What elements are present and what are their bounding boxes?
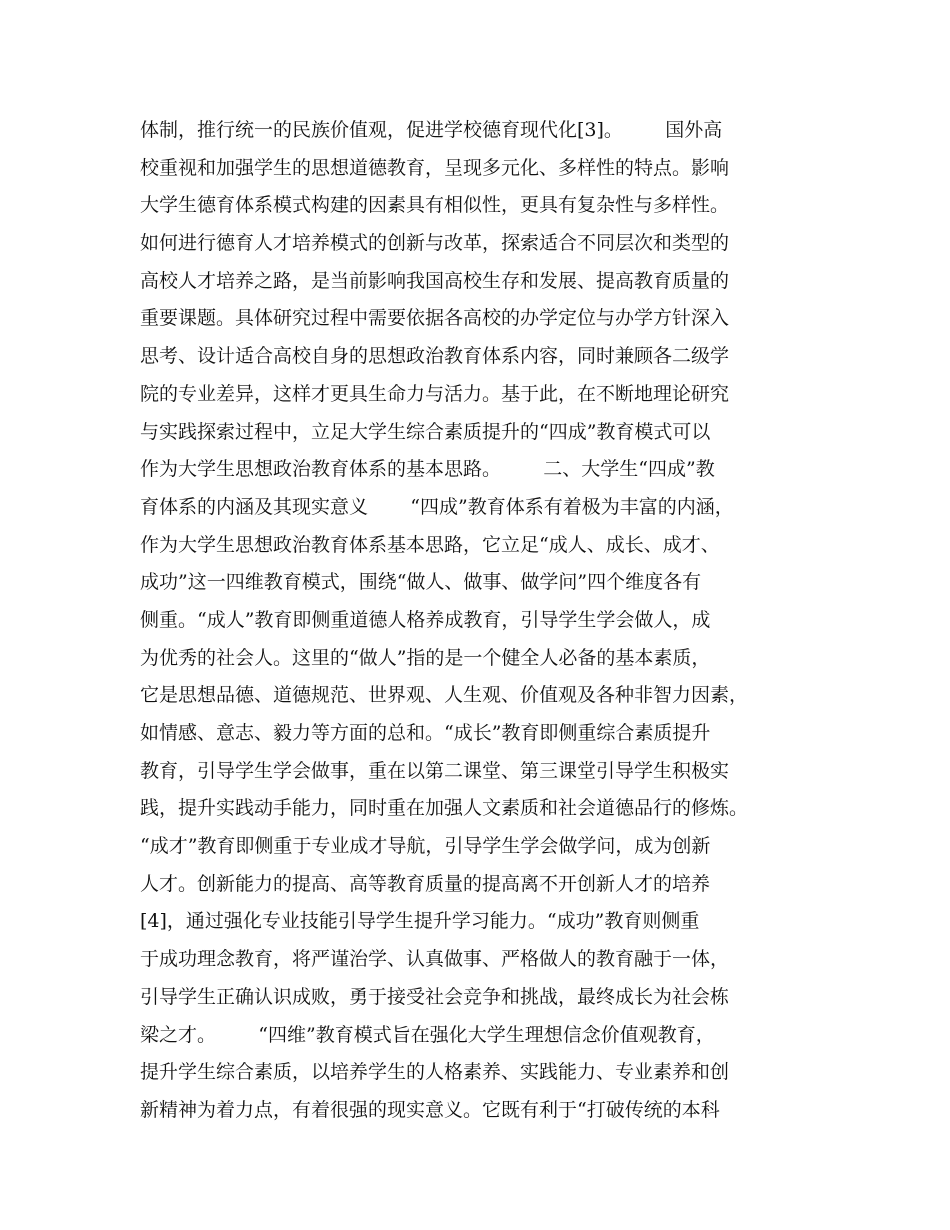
text-line: 大学生德育体系模式构建的因素具有相似性，更具有复杂性与多样性。	[140, 194, 730, 217]
text-line: 教育，引导学生学会做事，重在以第二课堂、第三课堂引导学生积极实	[140, 759, 730, 782]
text-line: 人才。创新能力的提高、高等教育质量的提高离不开创新人才的培养	[140, 872, 711, 895]
text-line: 为优秀的社会人。这里的“做人”指的是一个健全人必备的基本素质，	[140, 646, 711, 669]
text-line: 引导学生正确认识成败，勇于接受社会竞争和挑战，最终成长为社会栋	[140, 985, 730, 1008]
text-line: 如情感、意志、毅力等方面的总和。“成长”教育即侧重综合素质提升	[140, 722, 711, 744]
text-line: 院的专业差异，这样才更具生命力与活力。基于此，在不断地理论研究	[140, 382, 730, 405]
text-line: 校重视和加强学生的思想道德教育，呈现多元化、多样性的特点。影响	[140, 156, 730, 179]
text-line: 高校人才培养之路，是当前影响我国高校生存和发展、提高教育质量的	[140, 269, 730, 292]
text-line: 重要课题。具体研究过程中需要依据各高校的办学定位与办学方针深入	[140, 307, 730, 330]
text-line: 践，提升实践动手能力，同时重在加强人文素质和社会道德品行的修炼。	[140, 797, 749, 820]
text-line: 新精神为着力点，有着很强的现实意义。它既有利于“打破传统的本科	[140, 1098, 720, 1121]
text-line: 它是思想品德、道德规范、世界观、人生观、价值观及各种非智力因素，	[140, 684, 749, 707]
body-text	[140, 112, 840, 1130]
text-line: [4]，通过强化专业技能引导学生提升学习能力。“成功”教育则侧重	[140, 910, 700, 933]
text-line: 提升学生综合素质，以培养学生的人格素养、实践能力、专业素养和创	[140, 1061, 730, 1084]
text-line: 作为大学生思想政治教育体系基本思路，它立足“成人、成长、成才、	[140, 533, 720, 556]
text-line: 与实践探索过程中，立足大学生综合素质提升的“四成”教育模式可以	[140, 420, 711, 443]
text-line: 体制，推行统一的民族价值观，促进学校德育现代化[3]。 国外高	[140, 119, 723, 141]
text-line: “成才”教育即侧重于专业成才导航，引导学生学会做学问，成为创新	[140, 835, 711, 858]
text-line: 侧重。“成人”教育即侧重道德人格养成教育，引导学生学会做人，成	[140, 608, 711, 631]
text-line: 思考、设计适合高校自身的思想政治教育体系内容，同时兼顾各二级学	[140, 345, 730, 368]
text-line: 作为大学生思想政治教育体系的基本思路。 二、大学生“四成”教	[140, 458, 715, 481]
text-line: 育体系的内涵及其现实意义 “四成”教育体系有着极为丰富的内涵，	[140, 495, 734, 518]
text-line: 成功”这一四维教育模式，围绕“做人、做事、做学问”四个维度各有	[140, 571, 702, 594]
text-line: 于成功理念教育，将严谨治学、认真做事、严格做人的教育融于一体，	[140, 948, 730, 971]
text-line: 梁之才。 “四维”教育模式旨在强化大学生理想信念价值观教育，	[140, 1023, 715, 1046]
text-line: 如何进行德育人才培养模式的创新与改革，探索适合不同层次和类型的	[140, 232, 730, 255]
